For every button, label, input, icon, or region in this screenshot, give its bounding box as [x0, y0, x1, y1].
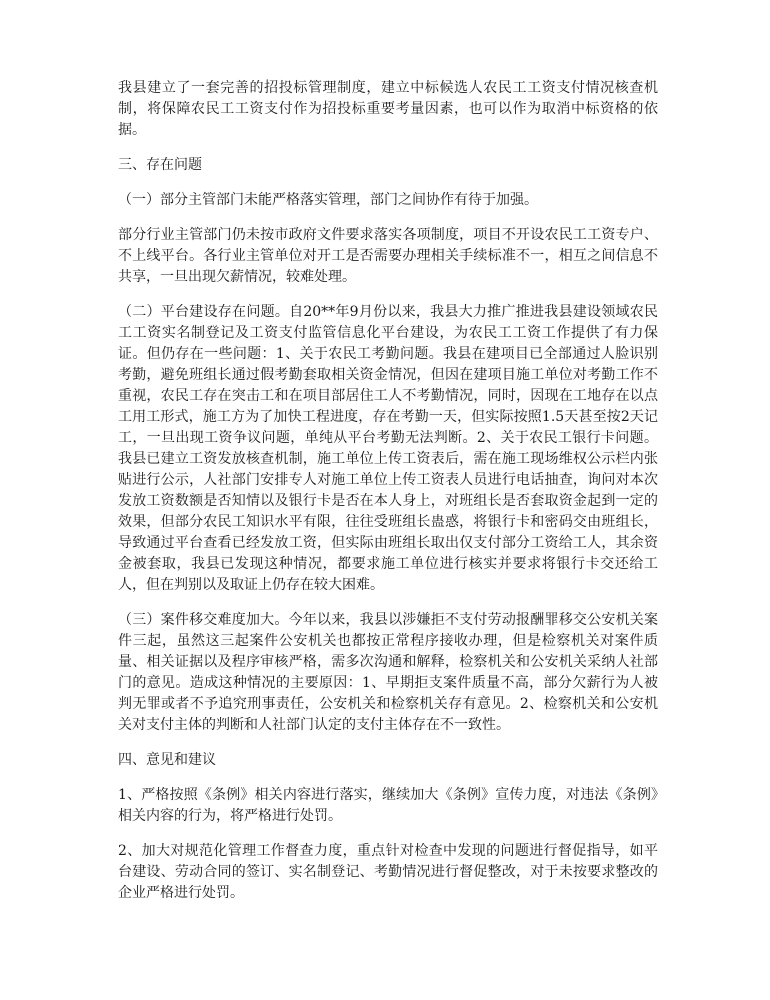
section-heading-problems: 三、存在问题 — [118, 157, 202, 173]
paragraph-case-transfer: （三）案件移交难度加大。今年以来，我县以涉嫌拒不支付劳动报酬罪移交公安机关案件三起，虽然这三起案件公安机关也都按正常程序接收办理，但是检察机关对案件质量、相关证据以及程序审核严格，需多次沟通和解释，检察机关和公安机关采纳人社部门的意见。造成这种情况的主要原因：1、早期拒支案件质量不高，部分欠薪行为人被判无罪或者不予追究刑事责任，公安机关和检察机关存有意见。2、检察机关和公安机关对支付主体的判断和人社部门认定的支付主体存在不一致性。 — [118, 612, 658, 733]
paragraph-suggestion-2: 2、加大对规范化管理工作督查力度，重点针对检查中发现的问题进行督促指导，如平台建设、劳动合同的签订、实名制登记、考勤情况进行督促整改，对于未按要求整改的企业严格进行处罚。 — [118, 843, 658, 901]
paragraph-platform-issues: （二）平台建设存在问题。自20**年9月份以来，我县大力推广推进我县建设领域农民工工资实名制登记及工资支付监管信息化平台建设，为农民工工资工作提供了有力保证。但仍存在一些问题：1、关于农民工考勤问题。我县在建项目已全部通过人脸识别考勤，避免班组长通过假考勤套取相关资金情况，但因在建项目施工单位对考勤工作不重视，农民工存在突击工和在项目部居住工人不考勤情况，同时，因现在工地存在以点工用工形式，施工方为了加快工程进度，存在考勤一天，但实际按照1.5天甚至按2天记工，一旦出现工资争议问题，单纯从平台考勤无法判断。2、关于农民工银行卡问题。我县已建立工资发放核查机制，施工单位上传工资表后，需在施工现场维权公示栏内张贴进行公示，人社部门安排专人对施工单位上传工资表人员进行电话抽查，询问对本次发放工资数额是否知情以及银行卡是否在本人身上，对班组长是否套取资金起到一定的效果，但部分农民工知识水平有限，往往受班组长蛊惑，将银行卡和密码交由班组长，导致通过平台查看已经发放工资，但实际由班组长取出仅支付部分工资给工人，其余资金被套取，我县已发现这种情况，都要求施工单位进行核实并要求将银行卡交还给工人，但在判别以及取证上仍存在较大困难。 — [118, 304, 658, 593]
section-heading-suggestions: 四、意见和建议 — [118, 752, 216, 768]
paragraph-suggestion-1: 1、严格按照《条例》相关内容进行落实，继续加大《条例》宣传力度，对违法《条例》相关内容的行为，将严格进行处罚。 — [118, 787, 658, 824]
document-page — [118, 78, 658, 918]
paragraph-bidding-system: 我县建立了一套完善的招投标管理制度，建立中标候选人农民工工资支付情况核查机制，将保障农民工工资支付作为招投标重要考量因素，也可以作为取消中标资格的依据。 — [118, 80, 658, 138]
paragraph-department-issues: 部分行业主管部门仍未按市政府文件要求落实各项制度，项目不开设农民工工资专户、不上线平台。各行业主管单位对开工是否需要办理相关手续标准不一，相互之间信息不共享，一旦出现欠薪情况，较难处理。 — [118, 227, 658, 285]
subheading-department-management: （一）部分主管部门未能严格落实管理，部门之间协作有待于加强。 — [118, 192, 538, 208]
